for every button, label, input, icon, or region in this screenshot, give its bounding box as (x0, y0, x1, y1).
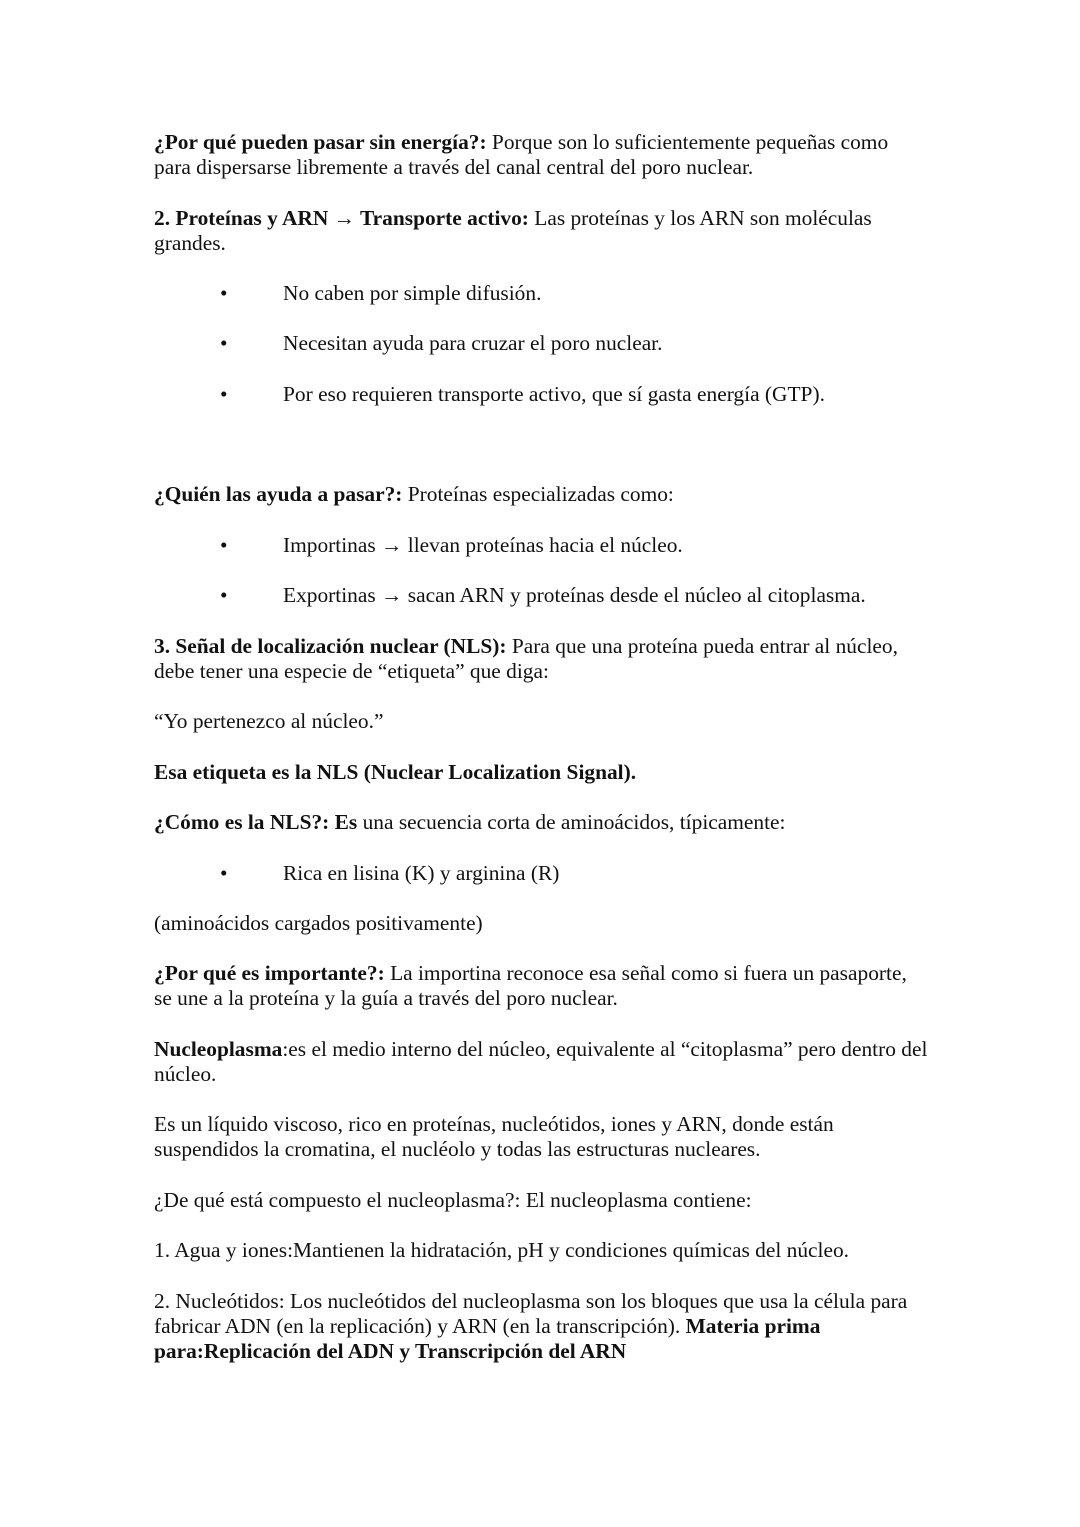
heading: ¿Por qué es importante?: (154, 961, 385, 985)
heading: Nucleoplasma (154, 1037, 283, 1061)
paragraph-why-no-energy (154, 130, 929, 180)
body-text: Para que una proteína pueda entrar al núcleo, debe tener una especie de “etiqueta” que diga: (154, 634, 898, 683)
heading: ¿Cómo es la NLS?: Es (154, 810, 358, 834)
body-text: Proteínas especializadas como: (402, 482, 674, 506)
bullet-icon: • (220, 533, 228, 557)
list-item-text: Rica en lisina (K) y arginina (R) (283, 861, 560, 885)
paragraph-quote: “Yo pertenezco al núcleo.” (154, 709, 384, 733)
heading: 2. Proteínas y ARN → Transporte activo: (154, 206, 529, 230)
paragraph-who-helps (154, 482, 929, 507)
paragraph-nucleoplasm (154, 1037, 929, 1087)
body-text: :es el medio interno del núcleo, equivalente al “citoplasma” pero dentro del núcleo. (154, 1037, 928, 1086)
list-item-text: Importinas → llevan proteínas hacia el núcleo. (283, 533, 683, 557)
list-item-text: Necesitan ayuda para cruzar el poro nuclear. (283, 331, 663, 355)
bullet-icon: • (220, 382, 228, 406)
emphasis: Materia prima para:Replicación del ADN y Transcripción del ARN (154, 1314, 821, 1363)
body-text: Porque son lo suficientemente pequeñas como para dispersarse libremente a través del canal central del poro nuclear. (154, 130, 889, 179)
bullet-icon: • (220, 331, 228, 355)
paragraph-nucleotides (154, 1289, 929, 1364)
bullet-icon: • (220, 583, 228, 607)
paragraph-importance (154, 961, 929, 1011)
paragraph-water-ions: 1. Agua y iones:Mantienen la hidratación, pH y condiciones químicas del núcleo. (154, 1238, 850, 1262)
paragraph-nls-definition: Esa etiqueta es la NLS (Nuclear Localization Signal). (154, 760, 637, 784)
body-text: La importina reconoce esa señal como si fuera un pasaporte, se une a la proteína y la guía a través del poro nuclear. (154, 961, 907, 1010)
paragraph-active-transport (154, 206, 929, 256)
paragraph-viscous-liquid: Es un líquido viscoso, rico en proteínas, nucleótidos, iones y ARN, donde están suspendidos la cromatina, el nucléolo y todas las estructuras nucleares. (154, 1112, 834, 1161)
paragraph-nls (154, 634, 929, 684)
paragraph-note: (aminoácidos cargados positivamente) (154, 911, 483, 935)
bullet-icon: • (220, 281, 228, 305)
paragraph-nls-shape (154, 810, 929, 835)
body-text: 2. Nucleótidos: Los nucleótidos del nucleoplasma son los bloques que usa la célula para fabricar ADN (en la replicación) y ARN (en la transcripción). (154, 1289, 908, 1338)
list-item-text: Por eso requieren transporte activo, que sí gasta energía (GTP). (283, 382, 825, 406)
heading: ¿Quién las ayuda a pasar?: (154, 482, 403, 506)
list-item-text: No caben por simple difusión. (283, 281, 542, 305)
bullet-icon: • (220, 861, 228, 885)
list-item-text: Exportinas → sacan ARN y proteínas desde el núcleo al citoplasma. (283, 583, 866, 607)
heading: ¿Por qué pueden pasar sin energía?: (154, 130, 487, 154)
paragraph-composition: ¿De qué está compuesto el nucleoplasma?: El nucleoplasma contiene: (154, 1188, 752, 1212)
body-text: Las proteínas y los ARN son moléculas grandes. (154, 206, 872, 255)
body-text: una secuencia corta de aminoácidos, típicamente: (357, 810, 786, 834)
heading: 3. Señal de localización nuclear (NLS): (154, 634, 507, 658)
